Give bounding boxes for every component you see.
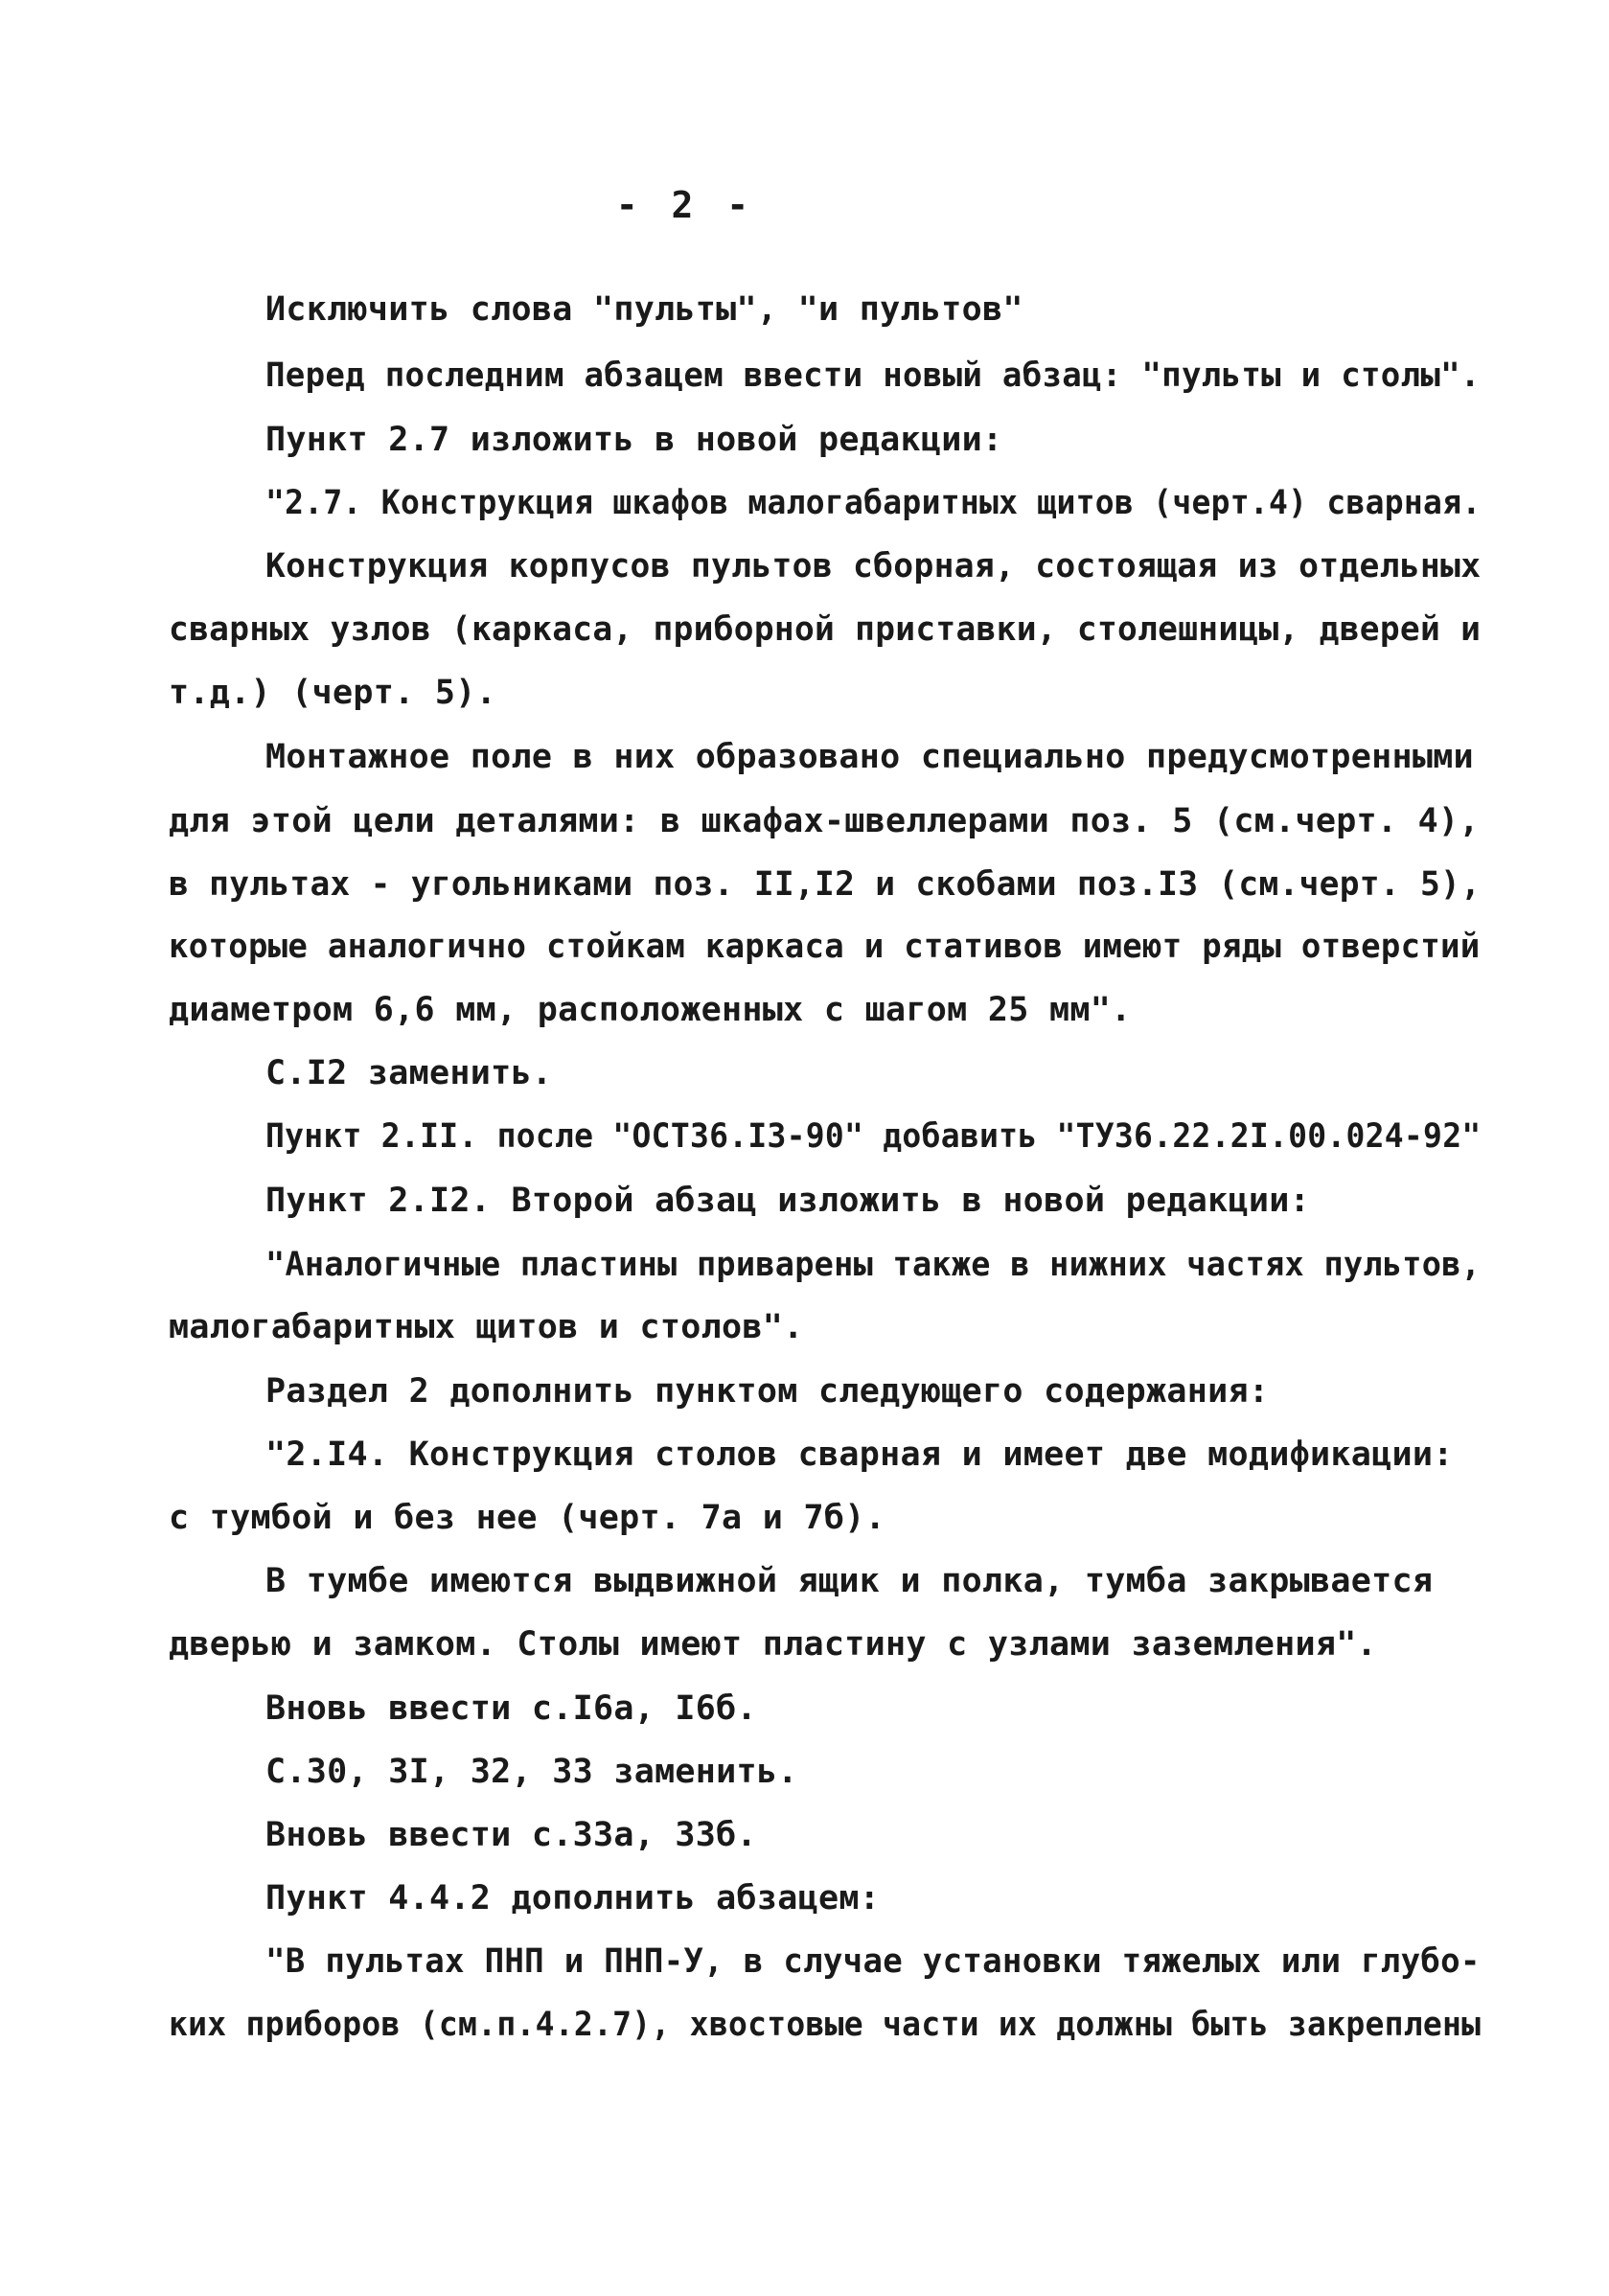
text-line: Пункт 4.4.2 дополнить абзацем: xyxy=(265,1879,881,1917)
text-line: С.30, 3I, 32, 33 заменить. xyxy=(265,1753,798,1791)
text-line: Вновь ввести с.I6а, I6б. xyxy=(265,1689,757,1728)
text-line: "2.I4. Конструкция столов сварная и имеет две модификации: xyxy=(265,1435,1454,1474)
text-line: Пункт 2.I2. Второй абзац изложить в новой редакции: xyxy=(265,1182,1310,1220)
text-line: Пункт 2.II. после "ОСТ36.I3-90" добавить "ТУ36.22.2I.00.024-92" xyxy=(265,1117,1482,1156)
page-number: - 2 - xyxy=(615,184,755,226)
text-line: Вновь ввести с.33а, 33б. xyxy=(265,1816,757,1854)
text-line: "Аналогичные пластины приварены также в нижних частях пультов, xyxy=(265,1246,1482,1284)
text-line: сварных узлов (каркаса, приборной приставки, столешницы, дверей и xyxy=(169,610,1482,649)
text-line: Пункт 2.7 изложить в новой редакции: xyxy=(265,421,1003,459)
text-line: с тумбой и без нее (черт. 7а и 7б). xyxy=(169,1499,886,1537)
text-line: Исключить слова "пульты", "и пультов" xyxy=(265,290,1023,329)
text-line: Перед последним абзацем ввести новый абзац: "пульты и столы". xyxy=(265,356,1481,395)
text-line: "2.7. Конструкция шкафов малогабаритных щитов (черт.4) сварная. xyxy=(265,484,1482,522)
text-line: "В пультах ПНП и ПНП-У, в случае установки тяжелых или глубо- xyxy=(265,1942,1481,1981)
text-line: Конструкция корпусов пультов сборная, состоящая из отдельных xyxy=(265,547,1482,585)
text-line: С.I2 заменить. xyxy=(265,1054,553,1092)
text-line: малогабаритных щитов и столов". xyxy=(169,1308,804,1346)
text-line: в пультах - угольниками поз. II,I2 и скобами поз.I3 (см.черт. 5), xyxy=(169,865,1482,904)
text-line: т.д.) (черт. 5). xyxy=(169,674,496,712)
text-line: В тумбе имеются выдвижной ящик и полка, тумба закрывается xyxy=(265,1562,1434,1600)
text-line: Монтажное поле в них образовано специально предусмотренными xyxy=(265,738,1474,776)
text-line: для этой цели деталями: в шкафах-швеллерами поз. 5 (см.черт. 4), xyxy=(169,802,1480,840)
text-line: которые аналогично стойкам каркаса и стативов имеют ряды отверстий xyxy=(169,928,1481,966)
text-line: ких приборов (см.п.4.2.7), хвостовые части их должны быть закреплены xyxy=(169,2006,1482,2044)
text-line: диаметром 6,6 мм, расположенных с шагом 25 мм". xyxy=(169,991,1132,1029)
text-line: Раздел 2 дополнить пунктом следующего содержания: xyxy=(265,1372,1270,1411)
text-line: дверью и замком. Столы имеют пластину с узлами заземления". xyxy=(169,1625,1377,1664)
